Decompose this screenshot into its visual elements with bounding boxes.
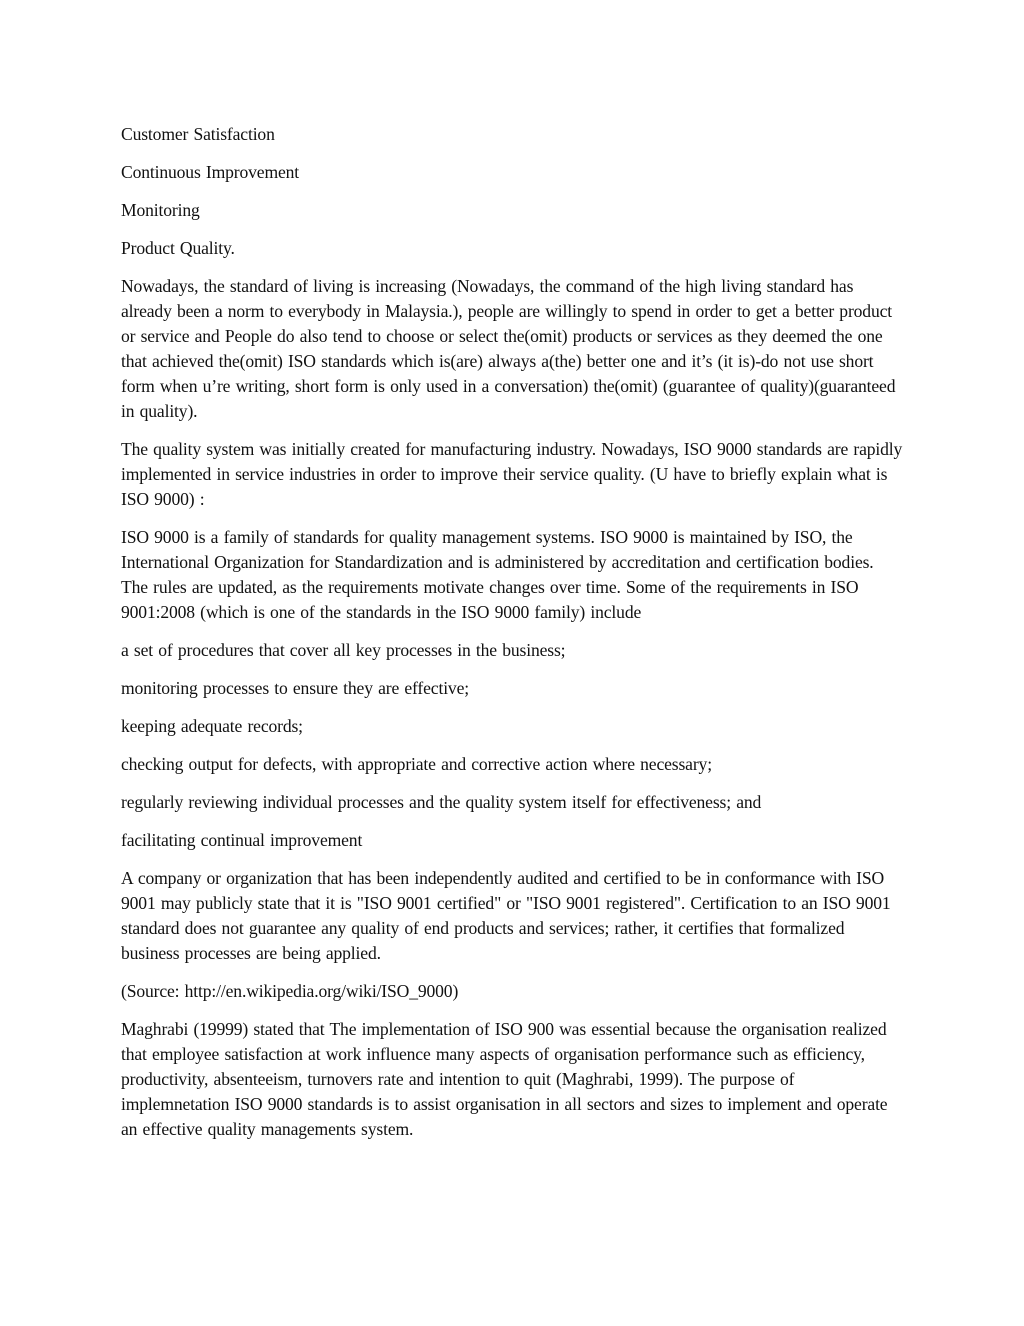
- requirement-item: regularly reviewing individual processes and the quality system itself for effectiveness; and: [121, 792, 762, 812]
- paragraph-iso-family: ISO 9000 is a family of standards for quality management systems. ISO 9000 is maintained by ISO, the International Organization for Standardization and is administered by accreditation and certification bodies. The rules are updated, as the requirements motivate changes over time. Some of the requirements in ISO 9001:2008 (which is one of the standards in the ISO 9000 family) include: [121, 527, 874, 622]
- paragraph-certification: A company or organization that has been independently audited and certified to be in conformance with ISO 9001 may publicly state that it is "ISO 9001 certified" or "ISO 9001 registered". Certification to an ISO 9001 standard does not guarantee any quality of end products and services; rather, it certifies that formalized business processes are being applied.: [121, 868, 891, 963]
- heading-continuous-improvement: Continuous Improvement: [121, 162, 300, 182]
- requirement-item: a set of procedures that cover all key processes in the business;: [121, 640, 566, 660]
- heading-product-quality: Product Quality.: [121, 238, 235, 258]
- paragraph-maghrabi: Maghrabi (19999) stated that The implementation of ISO 900 was essential because the organisation realized that employee satisfaction at work influence many aspects of organisation performance such as efficiency, productivity, absenteeism, turnovers rate and intention to quit (Maghrabi, 1999). The purpose of implemnetation ISO 9000 standards is to assist organisation in all sectors and sizes to implement and operate an effective quality managements system.: [121, 1019, 888, 1139]
- requirement-item: facilitating continual improvement: [121, 830, 363, 850]
- requirement-item: monitoring processes to ensure they are effective;: [121, 678, 469, 698]
- paragraph-quality-system: The quality system was initially created for manufacturing industry. Nowadays, ISO 9000 standards are rapidly implemented in service industries in order to improve their service quality. (U have to briefly explain what is ISO 9000) :: [121, 439, 903, 509]
- heading-customer-satisfaction: Customer Satisfaction: [121, 124, 275, 144]
- requirement-item: keeping adequate records;: [121, 716, 303, 736]
- paragraph-living-standard: Nowadays, the standard of living is increasing (Nowadays, the command of the high living standard has already been a norm to everybody in Malaysia.), people are willingly to spend in order to get a better product or service and People do also tend to choose or select the(omit) products or services as they deemed the one that achieved the(omit) ISO standards which is(are) always a(the) better one and it’s (it is)-do not use short form when u’re writing, short form is only used in a conversation) the(omit) (guarantee of quality)(guaranteed in quality).: [121, 276, 896, 421]
- heading-monitoring: Monitoring: [121, 200, 200, 220]
- requirement-item: checking output for defects, with appropriate and corrective action where necessary;: [121, 754, 712, 774]
- source-citation: (Source: http://en.wikipedia.org/wiki/ISO_9000): [121, 981, 459, 1001]
